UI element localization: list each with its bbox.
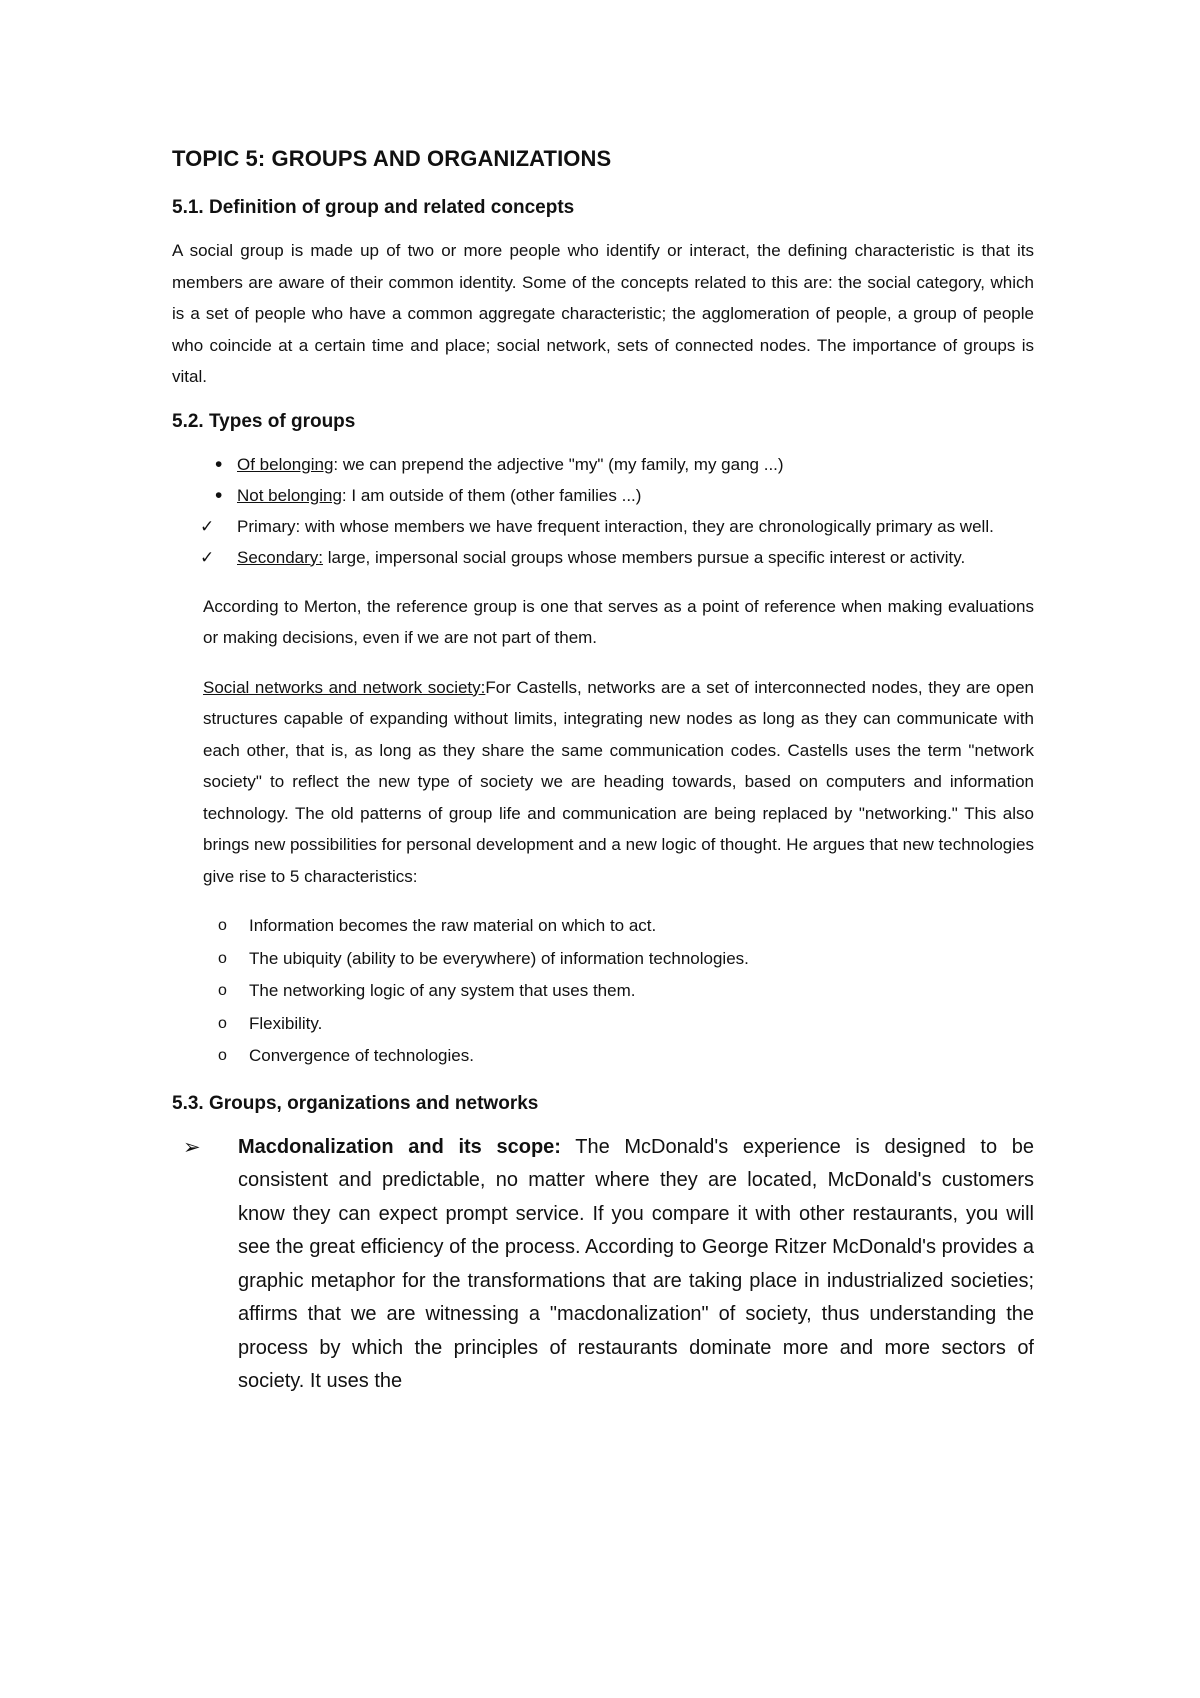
list-item-term: Of belonging (237, 454, 334, 474)
group-definition-paragraph: A social group is made up of two or more people who identify or interact, the defining characteristic is that its members are aware of their common identity. Some of the concepts related to this are: the social category, which is a set of people who have a common aggregate characteristic; the agglomeration of people, a group of people who coincide at a certain time and place; social network, sets of connected nodes. The importance of groups is vital. (172, 241, 1034, 386)
section-heading-5-2: 5.2. Types of groups (172, 410, 356, 432)
characteristics-list (172, 910, 1034, 1073)
document-title: TOPIC 5: GROUPS AND ORGANIZATIONS (172, 146, 612, 171)
circle-bullet-icon: o (218, 1014, 227, 1032)
circle-bullet-icon: o (218, 917, 227, 934)
group-types-list (172, 449, 1034, 573)
list-item-text: Information becomes the raw material on which to act. (249, 916, 657, 935)
list-item-text: : I am outside of them (other families ...) (341, 485, 642, 505)
networks-paragraph (203, 672, 1034, 893)
networks-term: Social networks and network society: (203, 677, 486, 697)
list-item-term: Not belonging (237, 485, 342, 505)
networks-text: For Castells, networks are a set of interconnected nodes, they are open structures capable of expanding without limits, integrating new nodes as long as they can communicate with each other, that is, as long as they share the same communication codes. Castells uses the term "network society" to reflect the new type of society we are heading towards, based on computers and information technology. The old patterns of group life and communication are being replaced by "networking." This also brings new possibilities for personal development and a new logic of thought. He argues that new technologies give rise to 5 characteristics: (203, 677, 1034, 886)
section-heading-5-3: 5.3. Groups, organizations and networks (172, 1092, 539, 1114)
document-content (172, 146, 1034, 1399)
circle-bullet-icon: o (218, 1047, 227, 1064)
checkmark-icon: ✓ (200, 516, 215, 536)
macdonalization-block (172, 1131, 1034, 1399)
list-item-text: Flexibility. (249, 1013, 323, 1033)
bullet-icon: • (215, 483, 223, 507)
macdonalization-text: The McDonald's experience is designed to be consistent and predictable, no matter where they are located, McDonald's customers know they can expect prompt service. If you compare it with other restaurants, you will see the great efficiency of the process. According to George Ritzer McDonald's provides a graphic metaphor for the transformations that are taking place in industrialized societies; affirms that we are witnessing a "macdonalization" of society, thus understanding the process by which the principles of restaurants dominate more and more sectors of society. It uses the (238, 1135, 1034, 1392)
list-item-text: The networking logic of any system that uses them. (249, 981, 636, 1000)
list-item (172, 449, 1034, 480)
list-item-text: Convergence of technologies. (249, 1046, 474, 1065)
circle-bullet-icon: o (218, 949, 227, 967)
bullet-icon: • (215, 452, 223, 476)
arrow-bullet-icon: ➢ (183, 1135, 201, 1159)
merton-paragraph: According to Merton, the reference group is one that serves as a point of reference when making evaluations or making decisions, even if we are not part of them. (203, 596, 1034, 647)
list-item-text: Primary: with whose members we have frequent interaction, they are chronologically primary as well. (237, 516, 994, 536)
list-item (172, 480, 1034, 511)
macdonalization-lead: Macdonalization and its scope: (238, 1135, 561, 1158)
circle-bullet-icon: o (218, 982, 227, 999)
list-item-text: large, impersonal social groups whose members pursue a specific interest or activity. (323, 547, 966, 567)
list-item (172, 542, 1034, 573)
list-item (172, 975, 1034, 1008)
list-item (172, 1008, 1034, 1041)
list-item-term: Secondary: (237, 547, 323, 567)
list-item (172, 943, 1034, 976)
list-item-text: : we can prepend the adjective "my" (my family, my gang ...) (333, 454, 784, 474)
macdonalization-paragraph (238, 1131, 1034, 1399)
list-item (172, 910, 1034, 943)
checkmark-icon: ✓ (200, 547, 215, 567)
list-item-text: The ubiquity (ability to be everywhere) of information technologies. (249, 948, 749, 968)
section-heading-5-1: 5.1. Definition of group and related concepts (172, 197, 575, 218)
list-item (172, 511, 1034, 542)
list-item (172, 1040, 1034, 1073)
